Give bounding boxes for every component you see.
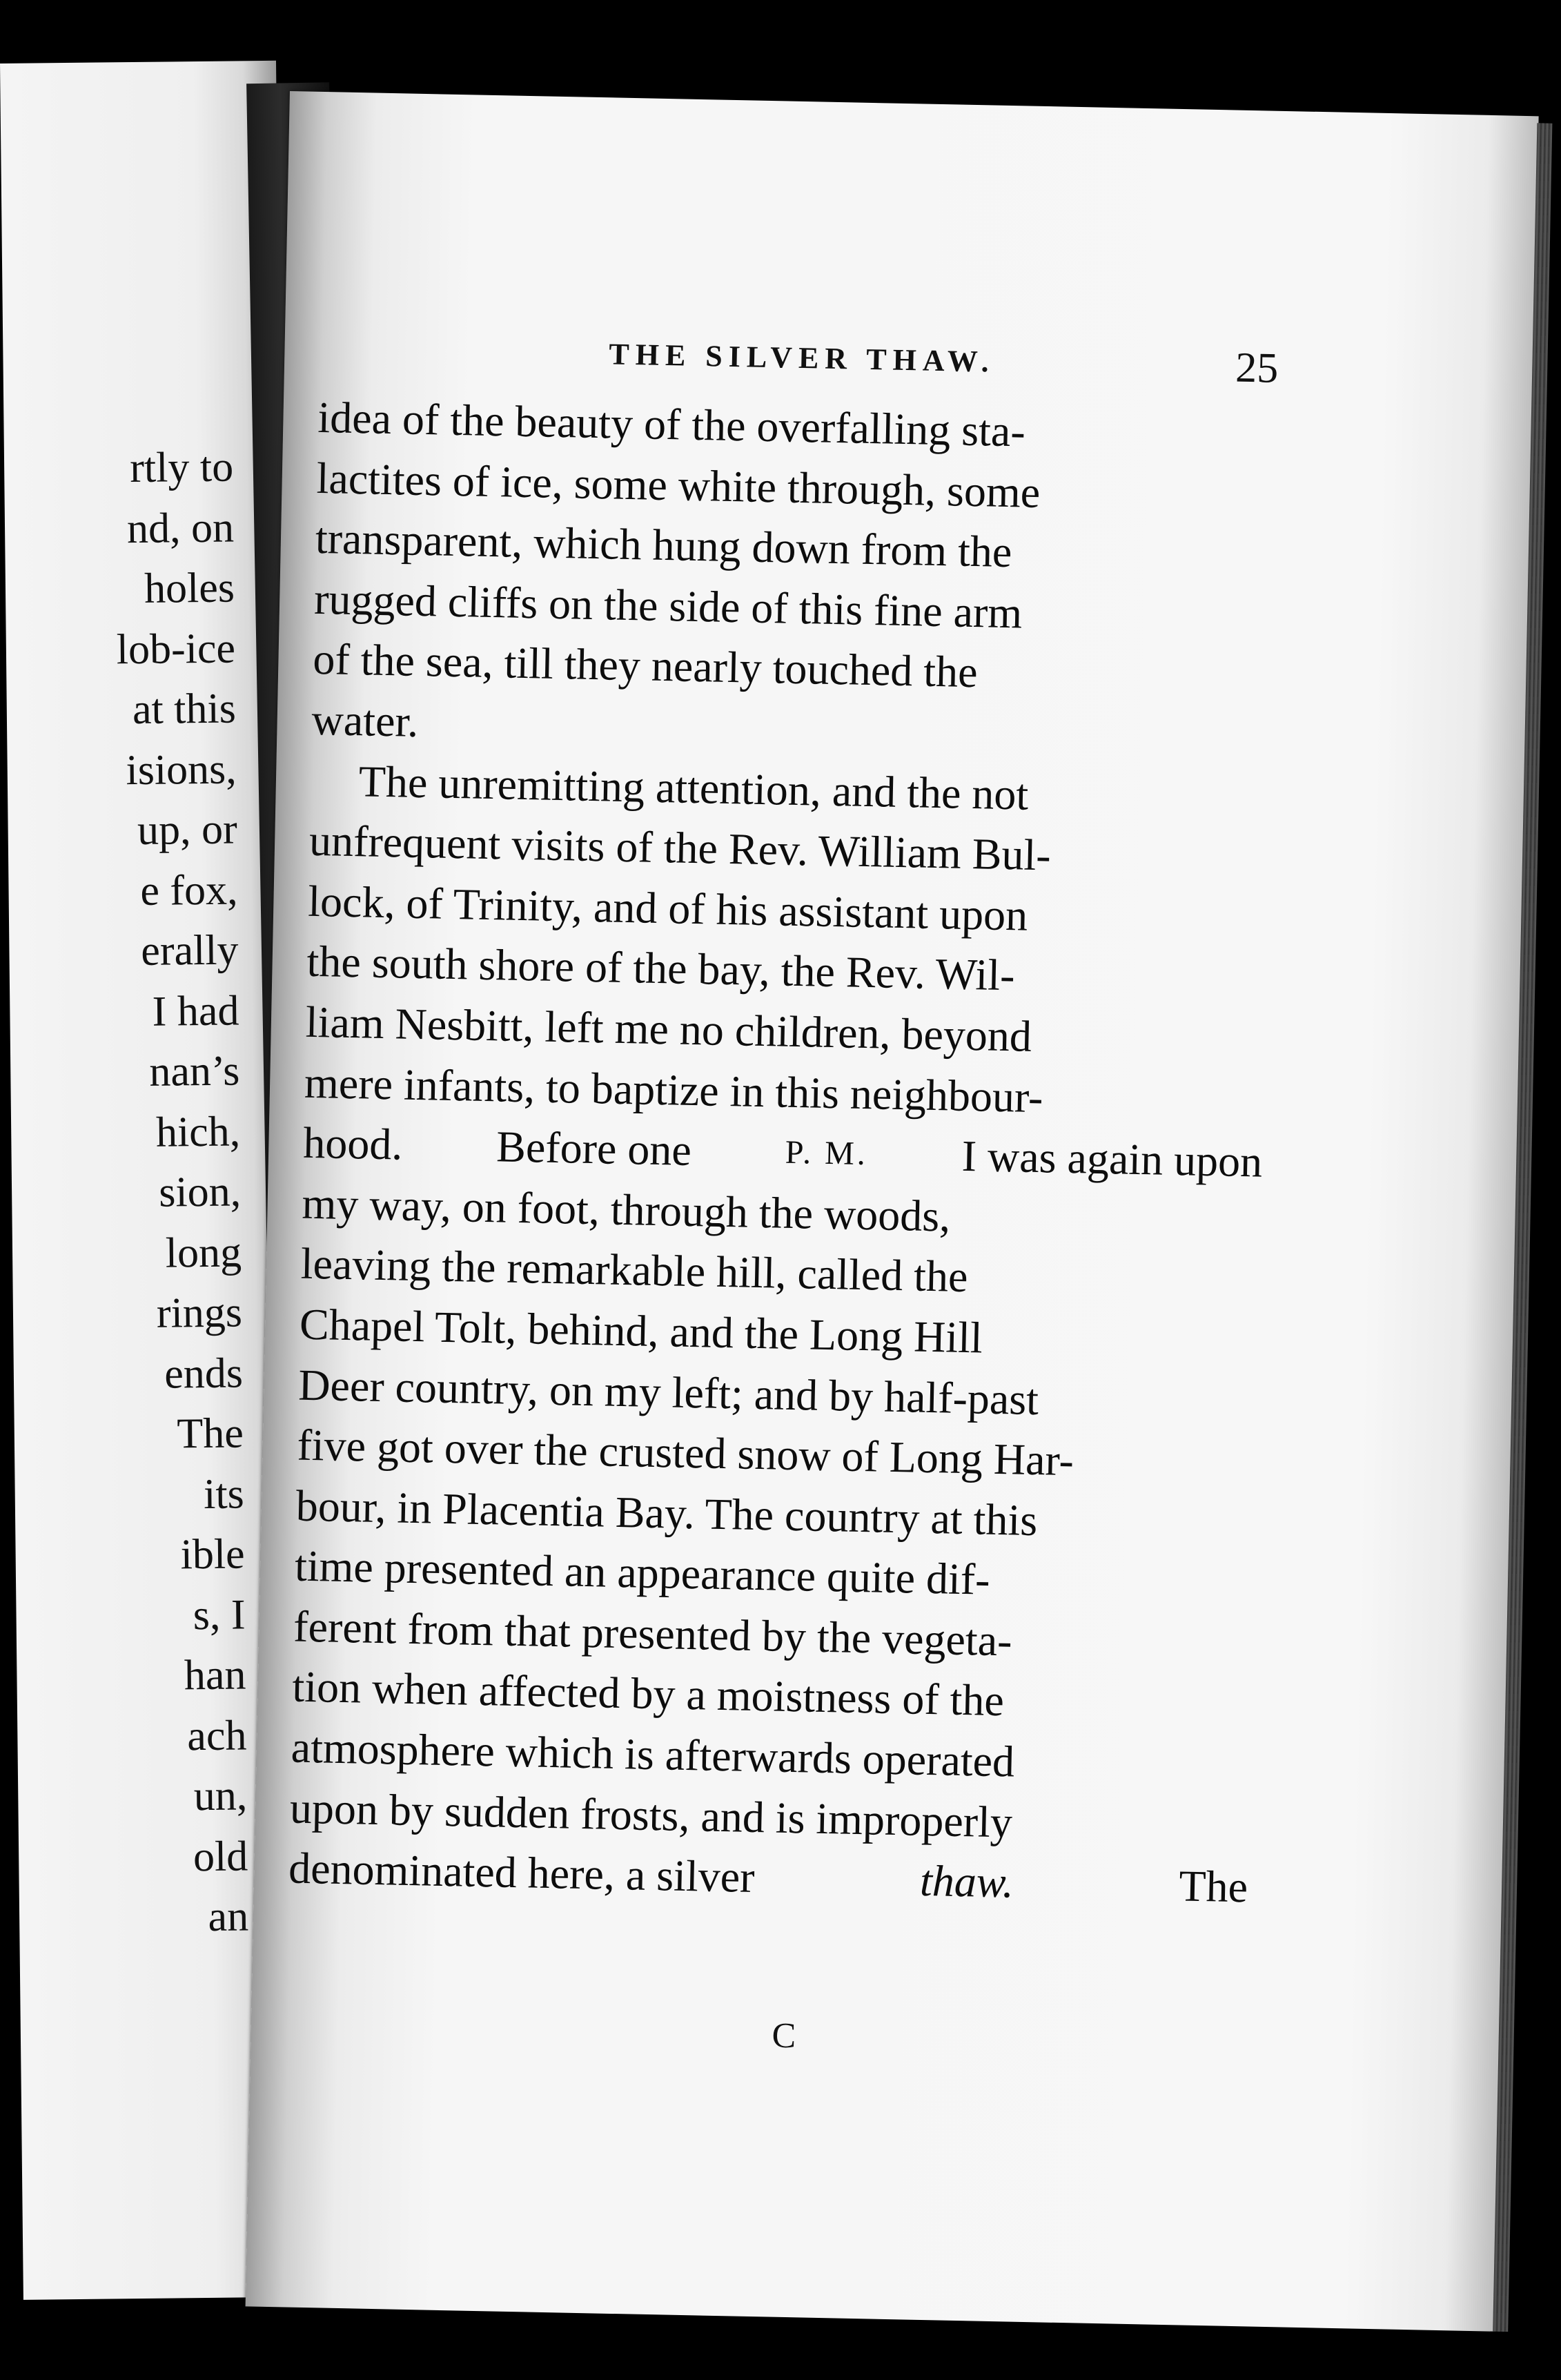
- text-line: upon by sudden frosts, and is improperly: [289, 1783, 1013, 1847]
- left-line: holes: [144, 564, 235, 612]
- text-fragment: denominated here, a silver: [288, 1843, 756, 1902]
- left-line: isions,: [126, 745, 237, 794]
- signature-mark: C: [772, 2016, 796, 2056]
- left-line: I had: [152, 986, 239, 1035]
- left-line: han: [184, 1651, 246, 1699]
- text-line: leaving the remarkable hill, called the: [300, 1238, 969, 1302]
- text-line: liam Nesbitt, left me no children, beyond: [305, 997, 1032, 1061]
- text-line: Chapel Tolt, behind, and the Long Hill: [299, 1299, 983, 1363]
- text-line: five got over the crusted snow of Long Har-: [296, 1420, 1074, 1485]
- text-line: idea of the beauty of the overfalling sta-: [317, 392, 1026, 456]
- text-line: time presented an appearance quite dif-: [294, 1541, 991, 1605]
- left-line: lob-ice: [116, 624, 236, 673]
- page-number: 25: [1235, 344, 1279, 392]
- left-line: rtly to: [129, 443, 234, 492]
- left-line: nan’s: [149, 1047, 240, 1095]
- left-line: sion,: [158, 1168, 242, 1216]
- running-title: THE SILVER THAW.: [608, 337, 996, 379]
- left-line: at this: [132, 685, 237, 734]
- text-fragment: I was again upon: [961, 1131, 1263, 1187]
- text-line: mere infants, to baptize in this neighbour-: [304, 1057, 1044, 1122]
- left-line: old: [193, 1832, 248, 1880]
- text-line: water.: [311, 694, 420, 746]
- text-line: atmosphere which is afterwards operated: [291, 1722, 1015, 1786]
- italic-fragment: thaw.: [919, 1856, 1014, 1907]
- left-line: up, or: [137, 806, 237, 854]
- text-line: tion when affected by a moistness of the: [291, 1662, 1005, 1726]
- text-line: rugged cliffs on the side of this fine arm: [313, 574, 1023, 638]
- left-line: rings: [156, 1289, 243, 1337]
- text-line: of the sea, till they nearly touched the: [312, 634, 979, 697]
- text-fragment: hood.: [302, 1118, 404, 1169]
- left-line: ible: [180, 1530, 245, 1579]
- body-text: [288, 387, 1277, 1918]
- text-line: transparent, which hung down from the: [315, 514, 1013, 577]
- left-line: The: [177, 1410, 244, 1458]
- left-line: an: [208, 1893, 249, 1940]
- text-line: lock, of Trinity, and of his assistant upon: [307, 876, 1028, 940]
- text-line: Deer country, on my left; and by half-past: [297, 1360, 1039, 1424]
- text-line: The unremitting attention, and the not: [358, 756, 1029, 819]
- text-line: ferent from that presented by the vegeta-: [293, 1601, 1013, 1666]
- left-line: s, I: [193, 1590, 246, 1639]
- text-fragment: The: [1178, 1861, 1248, 1912]
- smallcaps-fragment: P. M.: [785, 1133, 869, 1173]
- left-line: un,: [193, 1772, 248, 1820]
- text-line: unfrequent visits of the Rev. William Bul-: [308, 815, 1052, 880]
- left-line: hich,: [155, 1107, 241, 1156]
- left-line: long: [165, 1228, 242, 1277]
- left-line: ends: [164, 1349, 244, 1398]
- left-line: ach: [186, 1711, 247, 1759]
- running-head: [319, 325, 1279, 400]
- text-line: the south shore of the bay, the Rev. Wil-: [306, 937, 1016, 1000]
- text-line: lactites of ice, some white through, some: [316, 453, 1041, 517]
- text-fragment: Before one: [495, 1122, 692, 1176]
- text-line: my way, on foot, through the woods,: [301, 1178, 951, 1241]
- left-line: erally: [140, 926, 239, 975]
- left-line: its: [203, 1470, 245, 1518]
- text-line: bour, in Placentia Bay. The country at this: [295, 1481, 1038, 1545]
- left-line: nd, on: [126, 503, 235, 552]
- left-line: e fox,: [140, 866, 238, 915]
